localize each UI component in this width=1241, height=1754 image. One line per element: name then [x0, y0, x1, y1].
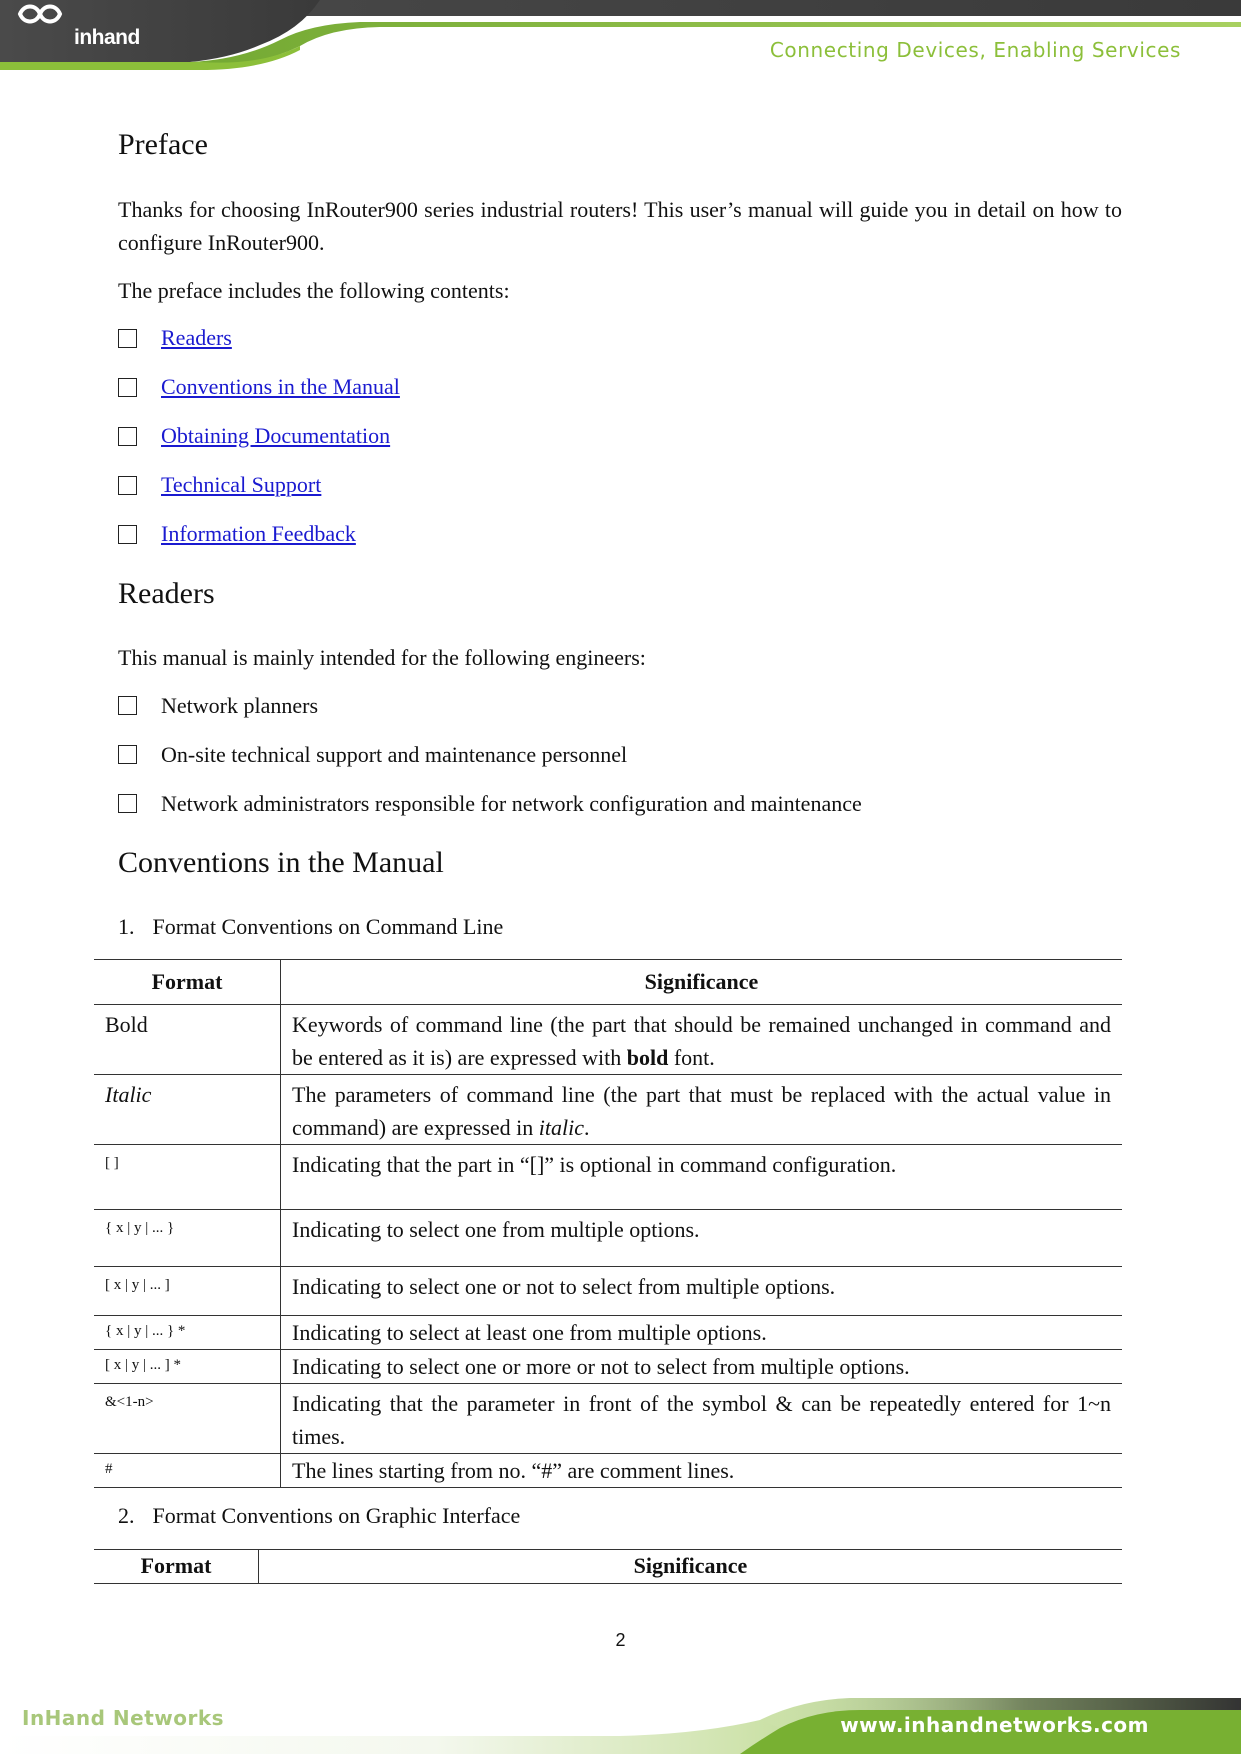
checkbox-bullet-icon: [118, 329, 137, 348]
section-2-number: 2.: [118, 1503, 135, 1528]
graphic-interface-conventions-table: [94, 1549, 1122, 1584]
reader-item-text: Network planners: [161, 692, 319, 718]
header-significance: Significance: [633, 1553, 748, 1578]
table-row: [94, 1315, 1122, 1349]
format-cell: #: [94, 1453, 281, 1487]
checkbox-bullet-icon: [118, 745, 137, 764]
checkbox-bullet-icon: [118, 476, 137, 495]
checkbox-bullet-icon: [118, 427, 137, 446]
format-cell: [ x | y | ... ]: [94, 1266, 281, 1315]
toc-item-information-feedback: [118, 518, 1122, 551]
preface-heading: Preface: [118, 128, 208, 161]
checkbox-bullet-icon: [118, 794, 137, 813]
footer-company-name: InHand Networks: [22, 1706, 225, 1730]
table-row: [94, 1383, 1122, 1453]
section-2-title: Format Conventions on Graphic Interface: [152, 1503, 521, 1528]
sig-text: The parameters of command line (the part that must be replaced with the actual value in command) are expressed in: [292, 1081, 1111, 1140]
format-cell: { x | y | ... }: [94, 1209, 281, 1266]
table-row: [94, 1144, 1122, 1209]
readers-heading: Readers: [118, 576, 215, 610]
table-row: [94, 1004, 1122, 1074]
table-row: [94, 1074, 1122, 1144]
format-cell: Bold: [94, 1004, 281, 1074]
checkbox-bullet-icon: [118, 525, 137, 544]
reader-item-text: On-site technical support and maintenance personnel: [161, 741, 628, 767]
format-cell: { x | y | ... } *: [94, 1315, 281, 1349]
format-cell: [ ]: [94, 1144, 281, 1209]
significance-cell: Indicating to select one from multiple options.: [292, 1216, 700, 1242]
table-row: [94, 1266, 1122, 1315]
toc-item-conventions: [118, 371, 1122, 404]
checkbox-bullet-icon: [118, 378, 137, 397]
reader-item: [118, 738, 1122, 771]
checkbox-bullet-icon: [118, 696, 137, 715]
significance-cell: The lines starting from no. “#” are comment lines.: [292, 1457, 735, 1483]
link-conventions[interactable]: Conventions in the Manual: [161, 374, 400, 399]
header-significance: Significance: [644, 968, 759, 994]
significance-cell: Indicating that the part in “[]” is optional in command configuration.: [292, 1151, 897, 1177]
sig-italic: italic: [538, 1114, 585, 1140]
sig-text-end: font.: [668, 1044, 715, 1070]
sig-text: Keywords of command line (the part that should be remained unchanged in command and be entered as it is) are expressed with: [292, 1011, 1111, 1070]
significance-cell: Indicating that the parameter in front of the symbol & can be repeatedly entered for 1~n times.: [292, 1390, 1111, 1449]
toc-item-technical-support: [118, 469, 1122, 502]
format-cell: &<1-n>: [94, 1383, 281, 1453]
significance-cell: Indicating to select one or not to select from multiple options.: [292, 1273, 836, 1299]
reader-item-text: Network administrators responsible for network configuration and maintenance: [161, 790, 862, 816]
section-1-number: 1.: [118, 914, 135, 939]
sig-text-end: .: [584, 1114, 590, 1140]
significance-cell: Indicating to select at least one from multiple options.: [292, 1319, 767, 1345]
section-1-title: Format Conventions on Command Line: [152, 914, 504, 939]
link-readers[interactable]: Readers: [161, 325, 232, 350]
reader-item: [118, 689, 1122, 722]
document-body: [105, 128, 1122, 1584]
toc-item-readers: [118, 322, 1122, 355]
preface-contents-intro: The preface includes the following contents:: [118, 277, 510, 303]
significance-cell: [281, 1004, 1123, 1074]
sig-bold: bold: [626, 1044, 669, 1070]
preface-intro: Thanks for choosing InRouter900 series industrial routers! This user’s manual will guide you in detail on how to configure InRouter900.: [118, 196, 1122, 255]
significance-cell: [281, 1074, 1123, 1144]
header-banner: [0, 0, 1241, 72]
readers-intro: This manual is mainly intended for the following engineers:: [118, 645, 646, 670]
toc-item-obtaining-documentation: [118, 420, 1122, 453]
conventions-heading: Conventions in the Manual: [118, 846, 444, 879]
footer-website: www.inhandnetworks.com: [840, 1713, 1149, 1737]
section-1-heading: [118, 911, 1122, 944]
section-2-heading: [118, 1500, 1122, 1533]
significance-cell: Indicating to select one or more or not to select from multiple options.: [292, 1353, 910, 1379]
format-cell: [ x | y | ... ] *: [94, 1349, 281, 1383]
header-slogan: Connecting Devices, Enabling Services: [769, 38, 1181, 62]
link-obtaining-documentation[interactable]: Obtaining Documentation: [161, 423, 391, 448]
header-format: Format: [94, 959, 281, 1004]
format-cell: Italic: [94, 1074, 281, 1144]
table-row: [94, 1453, 1122, 1487]
table-row: [94, 1209, 1122, 1266]
reader-item: [118, 787, 1122, 820]
footer-banner: [0, 1680, 1241, 1754]
link-information-feedback[interactable]: Information Feedback: [161, 521, 356, 546]
page-number: 2: [615, 1630, 626, 1650]
table-row: [94, 1349, 1122, 1383]
table-header-row: [94, 1549, 1122, 1583]
command-line-conventions-table: [94, 959, 1122, 1488]
table-header-row: [94, 959, 1122, 1004]
header-format: Format: [94, 1549, 259, 1583]
logo-text: inhand: [74, 26, 140, 49]
inhand-logo-icon: [0, 0, 80, 56]
link-technical-support[interactable]: Technical Support: [161, 472, 322, 497]
